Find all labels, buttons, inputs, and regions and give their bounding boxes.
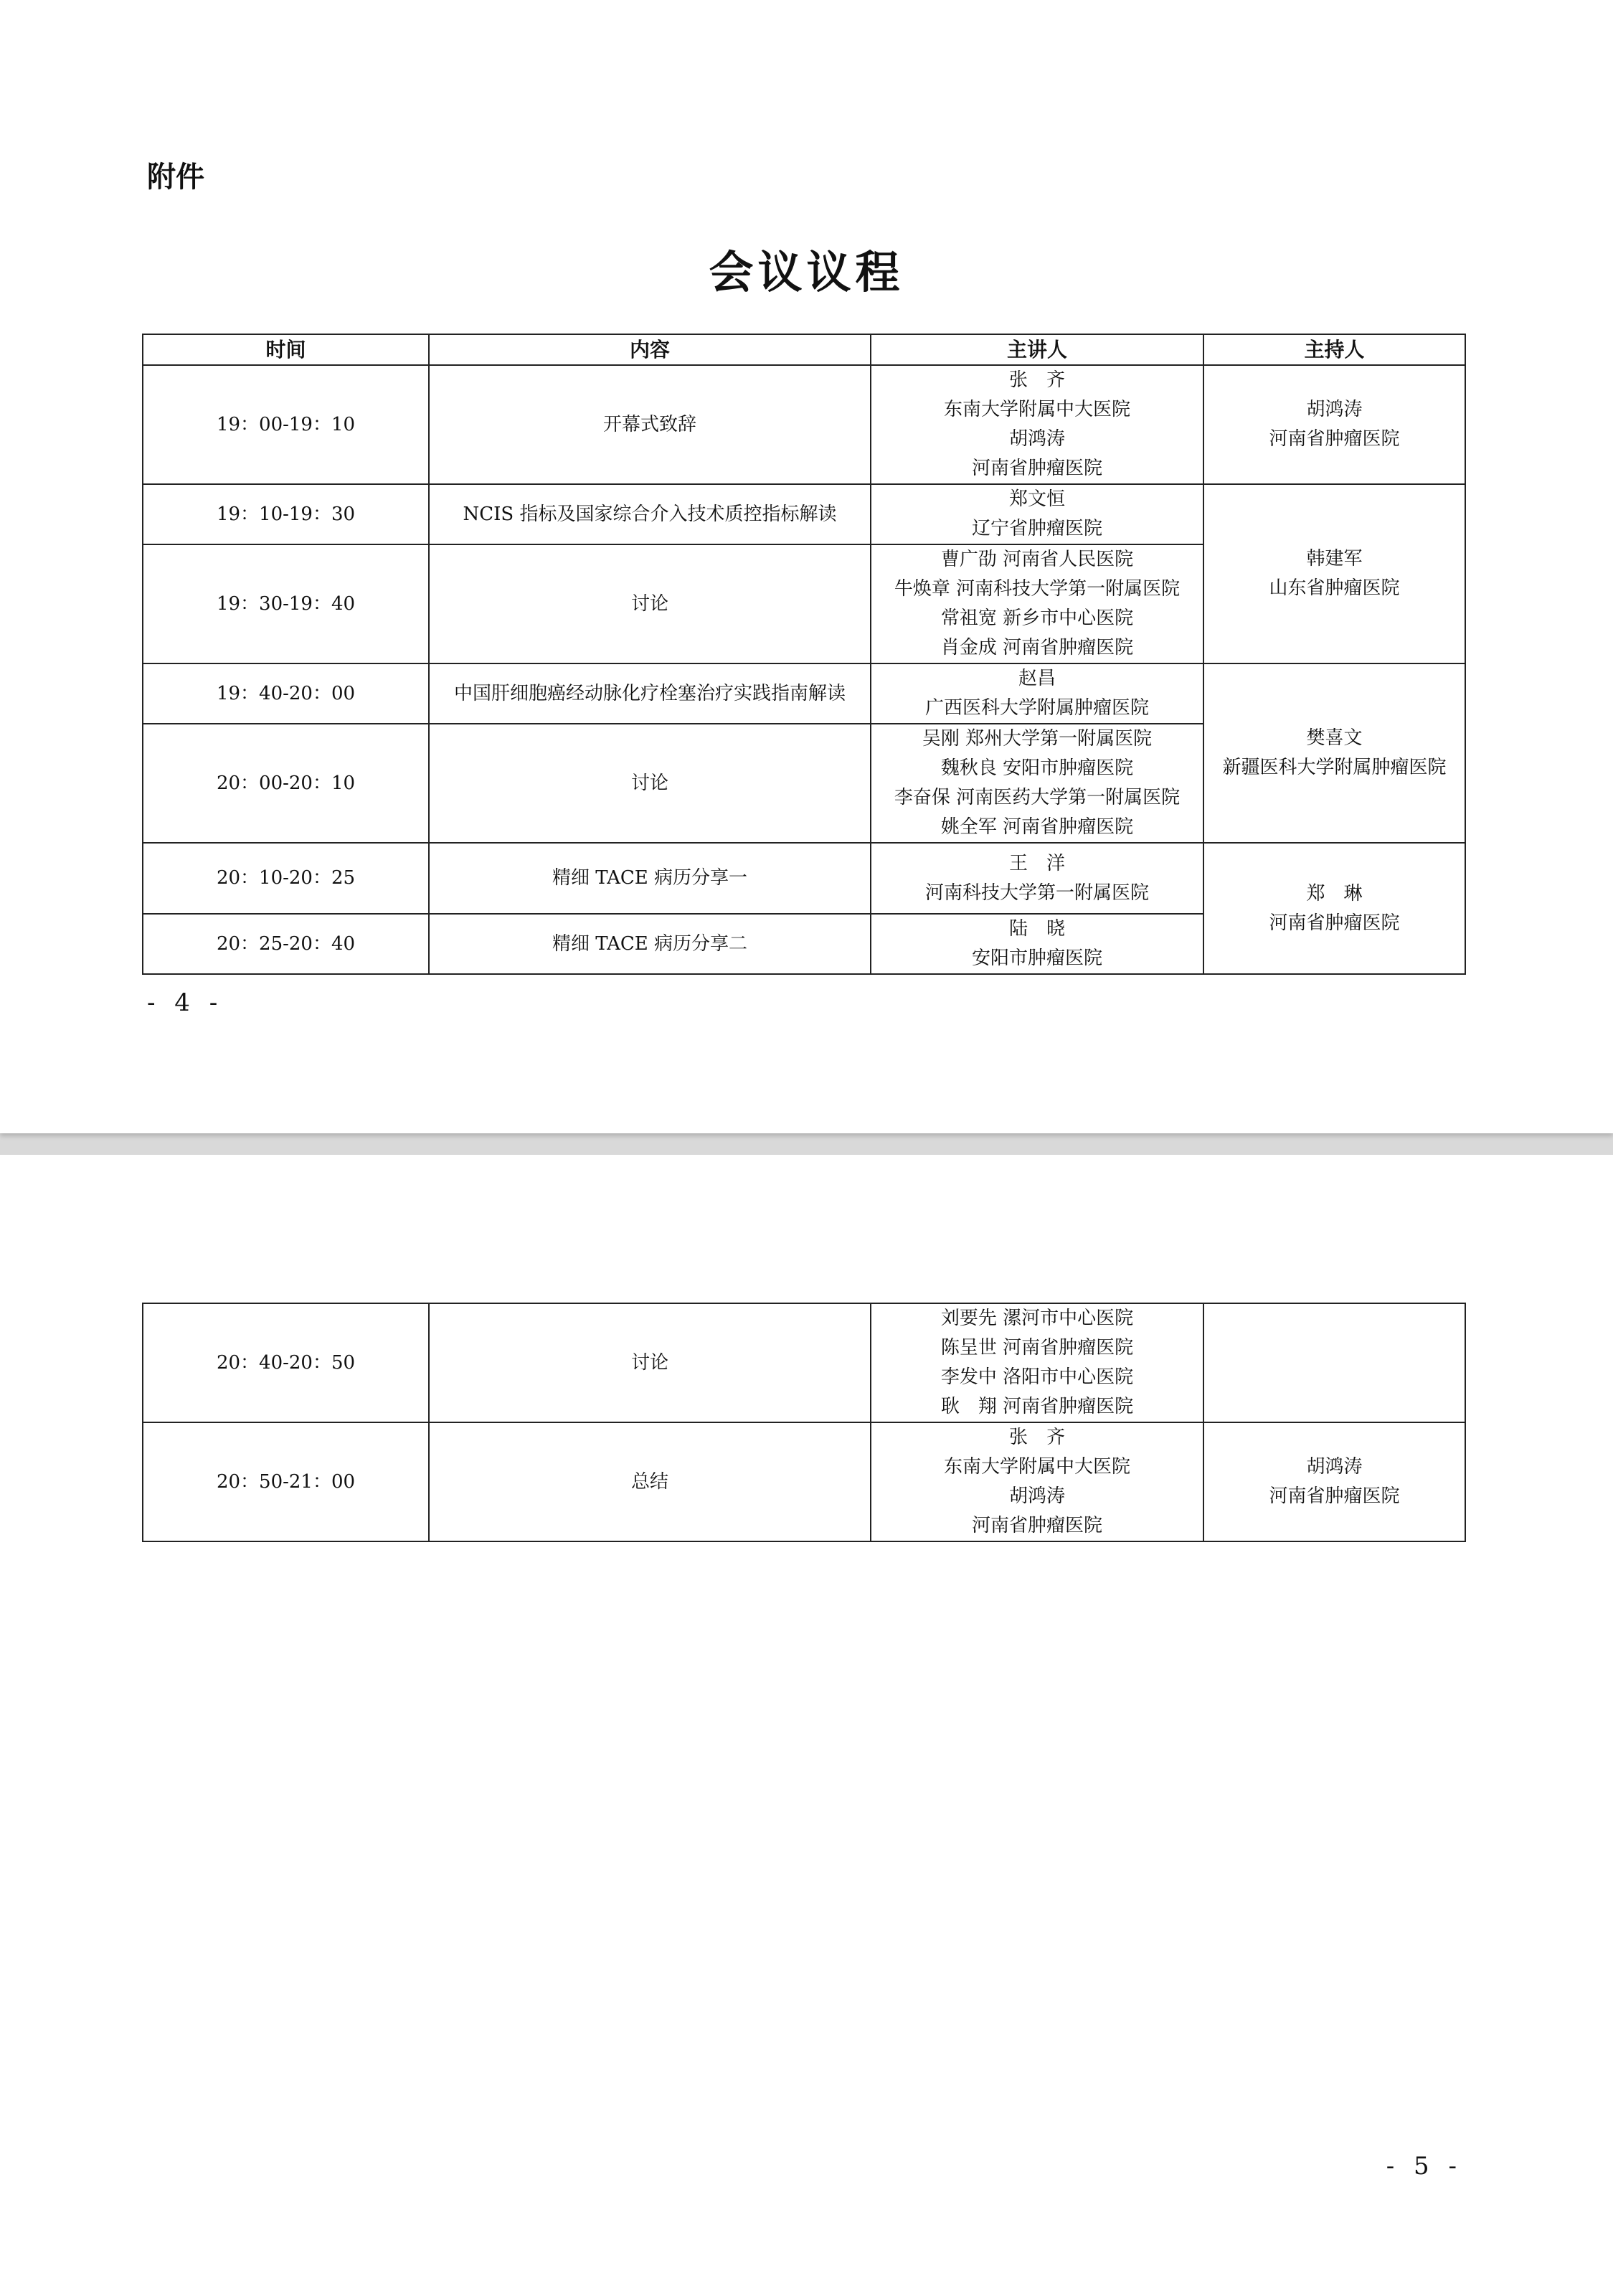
content-cell: 讨论 [429, 724, 871, 843]
speaker-cell [871, 365, 1203, 484]
speaker-line: 耿 翔 河南省肿瘤医院 [940, 1396, 1134, 1417]
table-row [143, 1303, 1465, 1422]
time-cell: 20：10-20：25 [143, 843, 429, 914]
speaker-cell [871, 484, 1203, 544]
speaker-cell [871, 1303, 1203, 1422]
content-cell: 开幕式致辞 [429, 365, 871, 484]
speaker-line: 李发中 洛阳市中心医院 [940, 1366, 1134, 1388]
content-cell: 精细 TACE 病历分享一 [429, 843, 871, 914]
time-cell: 20：40-20：50 [143, 1303, 429, 1422]
host-line: 新疆医科大学附属肿瘤医院 [1222, 757, 1447, 778]
host-cell [1203, 843, 1465, 974]
page-number: - 4 - [147, 988, 224, 1017]
speaker-line: 东南大学附属中大医院 [943, 1456, 1130, 1478]
speaker-line: 陆 晓 [1008, 918, 1065, 940]
speaker-line: 王 洋 [1008, 852, 1065, 874]
speaker-line: 刘要先 漯河市中心医院 [940, 1308, 1134, 1329]
speaker-line: 牛焕章 河南科技大学第一附属医院 [894, 578, 1181, 600]
host-line: 河南省肿瘤医院 [1269, 1485, 1400, 1507]
host-line: 胡鸿涛 [1306, 399, 1363, 420]
time-cell: 19：40-20：00 [143, 663, 429, 724]
host-line: 胡鸿涛 [1306, 1456, 1363, 1478]
table-row [143, 843, 1465, 914]
agenda-table-continued [142, 1303, 1466, 1542]
host-cell [1203, 365, 1465, 484]
content-cell: 精细 TACE 病历分享二 [429, 914, 871, 974]
time-cell: 20：25-20：40 [143, 914, 429, 974]
speaker-cell [871, 1422, 1203, 1541]
speaker-line: 魏秋良 安阳市肿瘤医院 [940, 757, 1134, 779]
page-title: 会议议程 [709, 246, 904, 298]
host-cell [1203, 484, 1465, 663]
host-line: 山东省肿瘤医院 [1269, 577, 1400, 599]
table-header-row [143, 334, 1465, 365]
speaker-line: 常祖宽 新乡市中心医院 [940, 608, 1134, 629]
speaker-line: 陈呈世 河南省肿瘤医院 [940, 1337, 1134, 1359]
content-cell: 讨论 [429, 1303, 871, 1422]
speaker-cell [871, 724, 1203, 843]
time-cell: 19：30-19：40 [143, 544, 429, 663]
document-page-4 [0, 0, 1613, 1133]
speaker-cell [871, 663, 1203, 724]
host-line: 郑 琳 [1306, 882, 1363, 904]
host-cell [1203, 1422, 1465, 1541]
host-cell [1203, 663, 1465, 843]
speaker-line: 广西医科大学附属肿瘤医院 [924, 697, 1149, 719]
speaker-cell [871, 544, 1203, 663]
time-cell: 20：50-21：00 [143, 1422, 429, 1541]
header-content: 内容 [429, 334, 871, 365]
speaker-line: 河南省肿瘤医院 [971, 458, 1102, 479]
speaker-line: 姚全军 河南省肿瘤医院 [940, 816, 1134, 838]
speaker-line: 曹广劭 河南省人民医院 [940, 549, 1134, 570]
content-cell: 中国肝细胞癌经动脉化疗栓塞治疗实践指南解读 [429, 663, 871, 724]
host-cell-empty [1203, 1303, 1465, 1422]
content-cell: 总结 [429, 1422, 871, 1541]
speaker-cell [871, 843, 1203, 914]
host-line: 河南省肿瘤医院 [1269, 428, 1400, 450]
speaker-line: 张 齐 [1008, 1427, 1065, 1448]
agenda-table [142, 334, 1466, 975]
speaker-line: 张 齐 [1008, 369, 1065, 391]
speaker-line: 东南大学附属中大医院 [943, 399, 1130, 420]
speaker-line: 辽宁省肿瘤医院 [971, 518, 1102, 539]
speaker-line: 郑文恒 [1008, 488, 1065, 510]
speaker-line: 吴刚 郑州大学第一附属医院 [922, 728, 1153, 750]
host-line: 河南省肿瘤医院 [1269, 912, 1400, 934]
time-cell: 20：00-20：10 [143, 724, 429, 843]
table-row [143, 484, 1465, 544]
table-row [143, 1422, 1465, 1541]
attachment-label: 附件 [147, 161, 204, 194]
speaker-line: 李奋保 河南医药大学第一附属医院 [894, 787, 1181, 808]
speaker-line: 胡鸿涛 [1008, 1485, 1065, 1507]
time-cell: 19：00-19：10 [143, 365, 429, 484]
header-time: 时间 [143, 334, 429, 365]
content-cell: 讨论 [429, 544, 871, 663]
speaker-line: 河南省肿瘤医院 [971, 1515, 1102, 1536]
speaker-cell [871, 914, 1203, 974]
table-row [143, 663, 1465, 724]
speaker-line: 河南科技大学第一附属医院 [924, 882, 1149, 904]
document-page-5 [0, 1155, 1613, 2296]
table-row [143, 365, 1465, 484]
host-line: 韩建军 [1306, 548, 1363, 570]
host-line: 樊喜文 [1306, 727, 1363, 749]
speaker-line: 胡鸿涛 [1008, 428, 1065, 450]
header-speaker: 主讲人 [871, 334, 1203, 365]
content-cell: NCIS 指标及国家综合介入技术质控指标解读 [429, 484, 871, 544]
header-host: 主持人 [1203, 334, 1465, 365]
speaker-line: 赵昌 [1018, 668, 1056, 689]
speaker-line: 安阳市肿瘤医院 [971, 948, 1102, 969]
page-number: - 5 - [1386, 2152, 1462, 2181]
speaker-line: 肖金成 河南省肿瘤医院 [940, 637, 1134, 658]
time-cell: 19：10-19：30 [143, 484, 429, 544]
